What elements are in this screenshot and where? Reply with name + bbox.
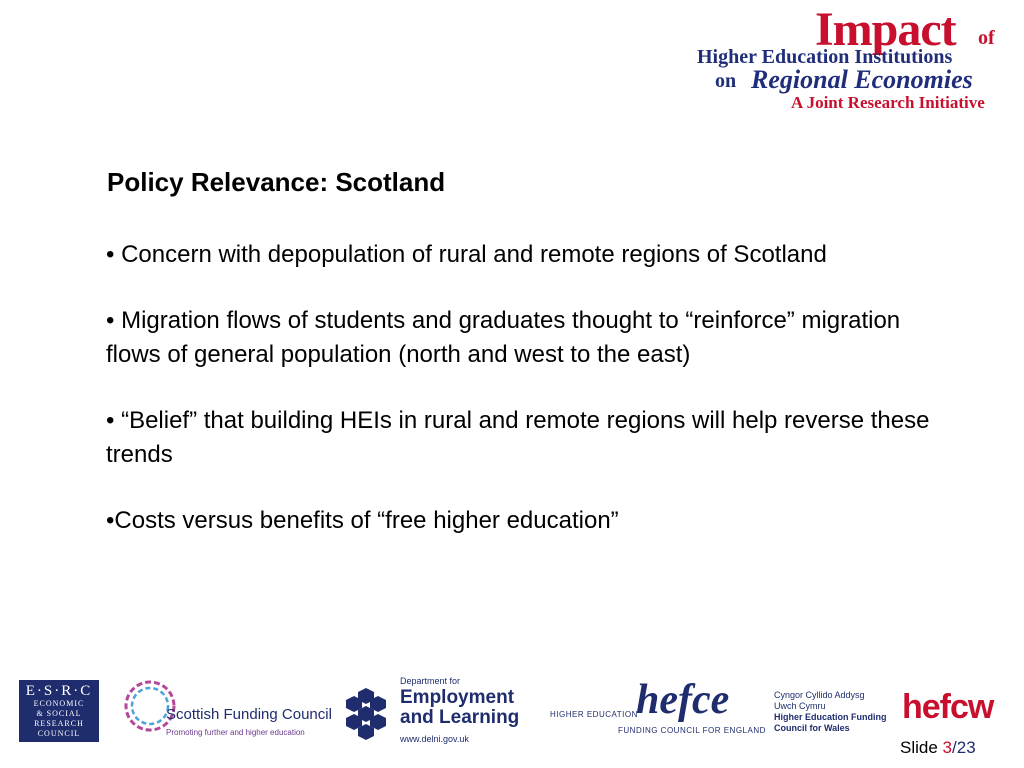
logo-joint-research: A Joint Research Initiative (791, 93, 985, 112)
bullet-item: • “Belief” that building HEIs in rural and remote regions will help reverse these trends (106, 407, 930, 468)
hefce-wordmark: hefce (636, 677, 730, 723)
bullet-item: •Costs versus benefits of “free higher education” (106, 507, 619, 534)
hefcw-text (774, 690, 899, 734)
del-hexagon-icon (338, 686, 394, 742)
esrc-line: ECONOMIC (33, 699, 85, 708)
hefcw-english-line: Council for Wales (774, 723, 850, 733)
esrc-logo (19, 680, 99, 742)
sponsor-logos (0, 660, 1024, 768)
slide-number-prefix: Slide (900, 738, 943, 757)
esrc-line: COUNCIL (37, 729, 81, 738)
del-employment: Employment (400, 687, 515, 708)
hefce-line1: HIGHER EDUCATION (550, 710, 638, 719)
sfc-logo (122, 676, 332, 748)
hefcw-welsh-line: Uwch Cymru (774, 701, 826, 711)
del-learning: and Learning (400, 707, 520, 728)
slide-number-current: 3 (942, 738, 952, 757)
esrc-line: RESEARCH (34, 719, 84, 728)
del-url: www.delni.gov.uk (400, 734, 469, 744)
impact-logo (695, 3, 1010, 114)
esrc-acronym: E·S·R·C (25, 683, 93, 699)
sfc-name: Scottish Funding Council (166, 706, 332, 723)
hefce-logo (548, 677, 766, 748)
del-logo (338, 672, 528, 752)
logo-of-word: of (978, 27, 995, 49)
logo-on-word: on (715, 70, 737, 92)
hefcw-welsh-line: Cyngor Cyllido Addysg (774, 690, 865, 700)
hefce-line2: FUNDING COUNCIL FOR ENGLAND (618, 726, 766, 735)
logo-regional-economies: Regional Economies (751, 65, 973, 94)
bullet-item: • Concern with depopulation of rural and remote regions of Scotland (106, 241, 827, 268)
bullet-item: • Migration flows of students and graduates thought to “reinforce” migration flows of general population (north and west to the east) (106, 307, 901, 368)
bullet-list (106, 238, 936, 570)
slide-number (900, 738, 976, 758)
slide-title: Policy Relevance: Scotland (107, 167, 446, 197)
hefcw-logo: hefcw (902, 688, 994, 726)
esrc-line: & SOCIAL (36, 709, 82, 718)
slide-number-total: 23 (956, 738, 976, 757)
hefcw-english-line: Higher Education Funding (774, 712, 887, 722)
logo-impact-word: Impact (815, 3, 956, 56)
logo-hei-line: Higher Education Institutions (697, 46, 953, 68)
slide-number-separator: / (952, 738, 957, 757)
del-prefix: Department for (400, 676, 461, 686)
sfc-tagline: Promoting further and higher education (166, 728, 305, 737)
